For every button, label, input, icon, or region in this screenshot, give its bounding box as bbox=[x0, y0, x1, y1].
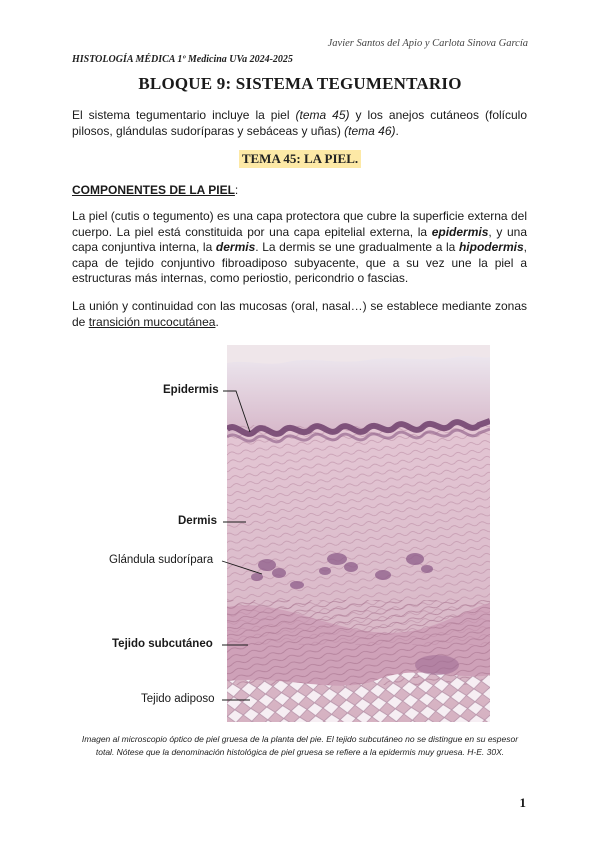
para1-text-3: . La dermis se une gradualmente a la bbox=[255, 240, 459, 255]
intro-text-2: y los anejos cutáneos (folículo pilosos, glándulas sudoríparas y sebáceas y uñas) bbox=[72, 108, 528, 138]
term-hipodermis: hipodermis bbox=[458, 240, 524, 255]
mucocutaneous-link[interactable]: transición mucocutánea bbox=[88, 314, 216, 329]
para1-text-1: La piel (cutis o tegumento) es una capa protectora que cubre la superficie externa del cuerpo. La piel está constituida por una capa epitelial externa, la bbox=[72, 209, 527, 239]
para2-text-2: . bbox=[215, 314, 219, 329]
page-number: 1 bbox=[519, 795, 526, 810]
intro-text-1: El sistema tegumentario incluye la piel bbox=[72, 108, 296, 122]
intro-text-3: . bbox=[395, 123, 399, 138]
intro-ref-45: (tema 45) bbox=[295, 108, 350, 122]
mucocutaneous-paragraph bbox=[72, 299, 527, 330]
section-heading-suffix: : bbox=[234, 183, 239, 197]
label-subcutaneous: Tejido subcutáneo bbox=[112, 638, 213, 650]
header-course: HISTOLOGÍA MÉDICA 1º Medicina UVa 2024-2025 bbox=[72, 54, 293, 65]
para2-text-1: La unión y continuidad con las mucosas (oral, nasal…) se establece mediante zonas de bbox=[72, 299, 527, 329]
block-title: BLOQUE 9: SISTEMA TEGUMENTARIO bbox=[138, 74, 462, 93]
intro-paragraph bbox=[72, 108, 527, 139]
para1-text-4: , capa de tejido conjuntivo fibroadiposo subyacente, que a su vez une la piel a estructuras más internas, como periostio, pericondrio o fascias. bbox=[72, 240, 527, 286]
figure-caption: Imagen al microscopio óptico de piel gruesa de la planta del pie. El tejido subcutáneo no se distingue en su espesor total. Nótese que la denominación histológica de piel gruesa se refiere a la epidermis muy gruesa. H-E. 30X. bbox=[81, 734, 519, 757]
intro-ref-46: (tema 46) bbox=[344, 123, 396, 138]
section-heading-label: COMPONENTES DE LA PIEL bbox=[72, 183, 235, 197]
label-epidermis: Epidermis bbox=[163, 384, 219, 396]
label-sweat-gland: Glándula sudorípara bbox=[109, 554, 214, 566]
label-adipose: Tejido adiposo bbox=[141, 693, 215, 705]
para1-text-2: , y una capa conjuntiva interna, la bbox=[72, 224, 527, 255]
label-dermis: Dermis bbox=[178, 515, 217, 527]
term-dermis: dermis bbox=[215, 240, 256, 255]
term-epidermis: epidermis bbox=[431, 224, 489, 239]
topic-title-row bbox=[0, 150, 600, 168]
section-heading bbox=[72, 183, 238, 197]
topic-title: TEMA 45: LA PIEL. bbox=[239, 150, 361, 168]
header-authors: Javier Santos del Apio y Carlota Sinova García bbox=[327, 38, 528, 49]
skin-micrograph bbox=[227, 345, 490, 722]
skin-components-paragraph bbox=[72, 209, 527, 287]
